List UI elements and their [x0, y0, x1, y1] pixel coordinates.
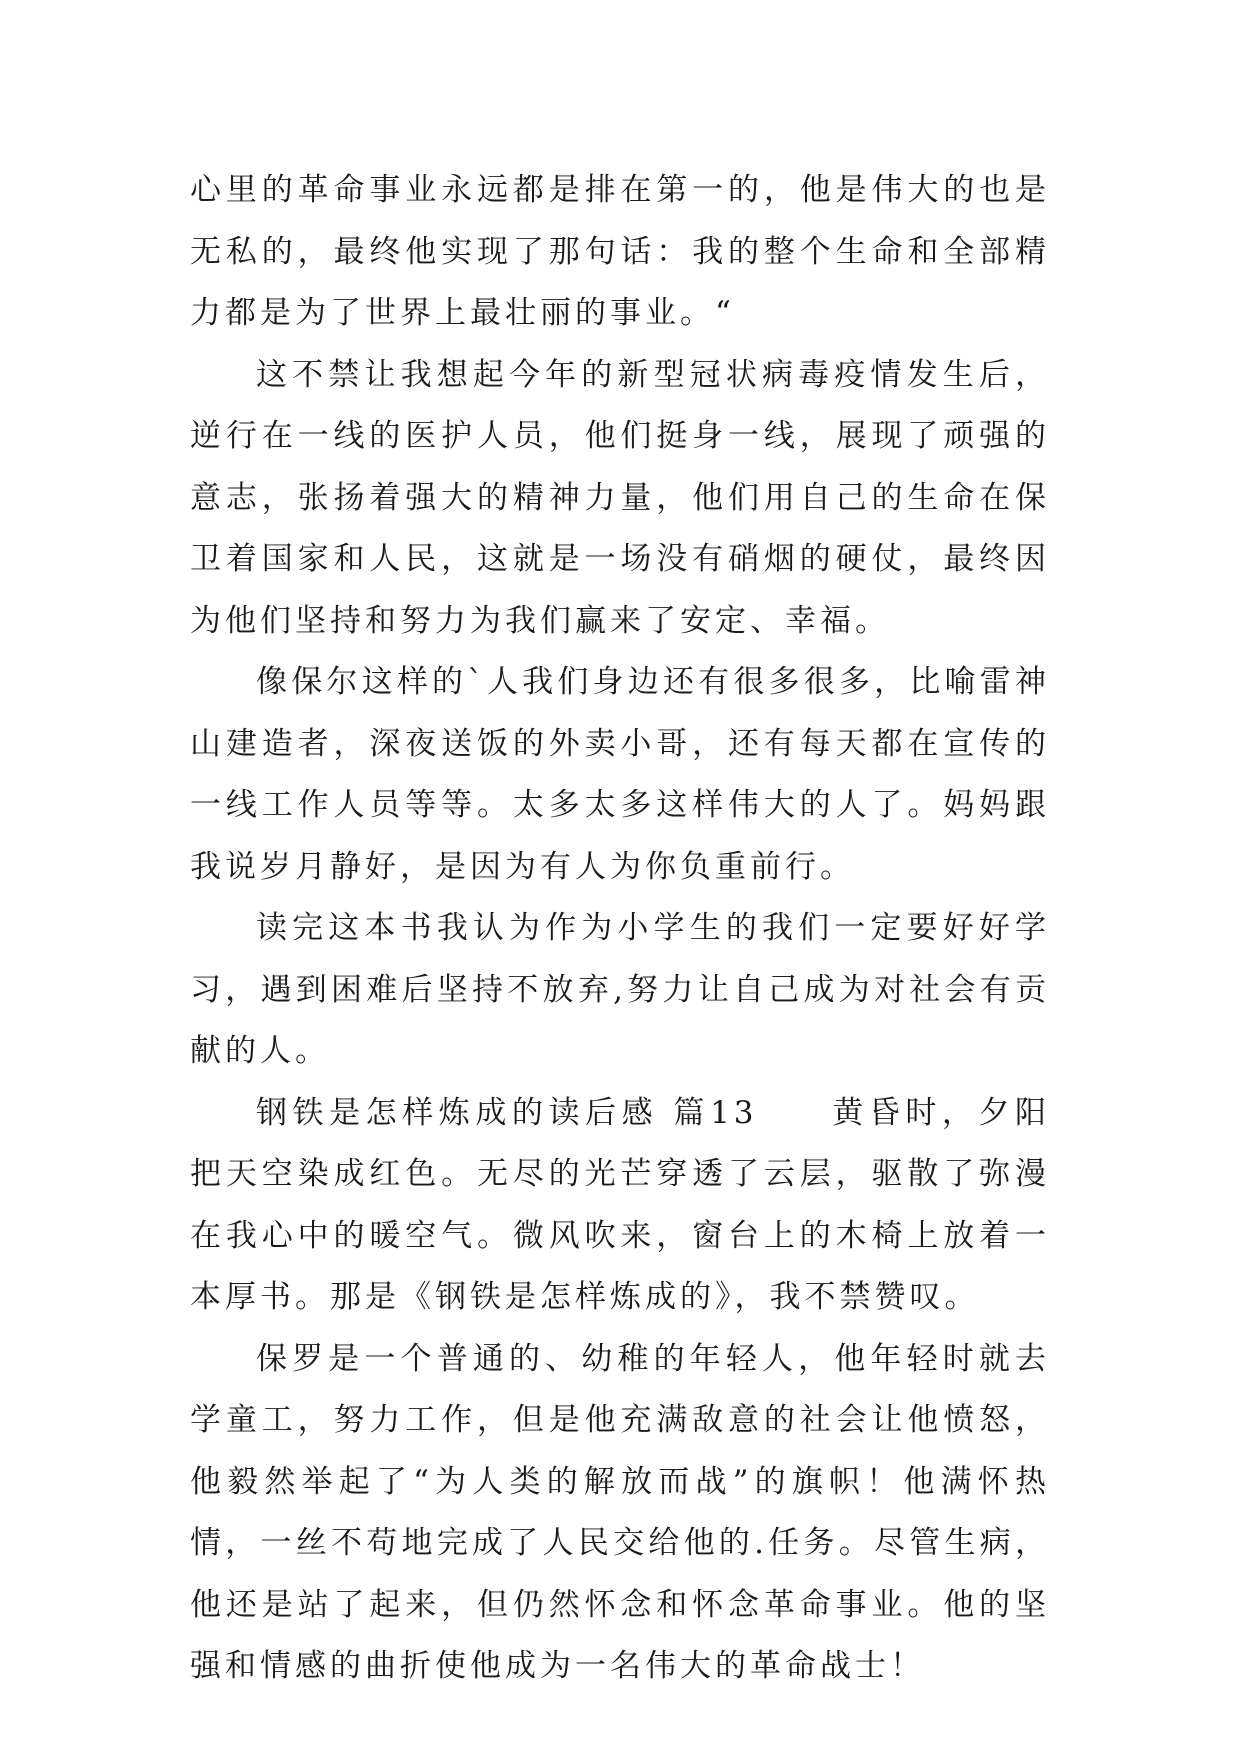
paragraph-2: 这不禁让我想起今年的新型冠状病毒疫情发生后，逆行在一线的医护人员，他们挺身一线，展现了顽强的意志，张扬着强大的精神力量，他们用自己的生命在保卫着国家和人民，这就是一场没有硝烟的硬仗，最终因为他们坚持和努力为我们赢来了安定、幸福。 [190, 356, 1050, 639]
paragraph-1: 心里的革命事业永远都是排在第一的，他是伟大的也是无私的，最终他实现了那句话：我的整个生命和全部精力都是为了世界上最壮丽的事业。“ [190, 172, 1050, 331]
document-body [190, 160, 1050, 1698]
paragraph-5: 钢铁是怎样炼成的读后感 篇13 黄昏时，夕阳把天空染成红色。无尽的光芒穿透了云层，驱散了弥漫在我心中的暖空气。微风吹来，窗台上的木椅上放着一本厚书。那是《钢铁是怎样炼成的》，我不禁赞叹。 [190, 1094, 1050, 1315]
paragraph-6: 保罗是一个普通的、幼稚的年轻人，他年轻时就去学童工，努力工作，但是他充满敌意的社会让他愤怒，他毅然举起了“为人类的解放而战”的旗帜！他满怀热情，一丝不苟地完成了人民交给他的.任务。尽管生病，他还是站了起来，但仍然怀念和怀念革命事业。他的坚强和情感的曲折使他成为一名伟大的革命战士！ [190, 1340, 1050, 1684]
paragraph-3: 像保尔这样的`人我们身边还有很多很多，比喻雷神山建造者，深夜送饭的外卖小哥，还有每天都在宣传的一线工作人员等等。太多太多这样伟大的人了。妈妈跟我说岁月静好，是因为有人为你负重前行。 [190, 664, 1050, 885]
paragraph-4: 读完这本书我认为作为小学生的我们一定要好好学习，遇到困难后坚持不放弃,努力让自己成为对社会有贡献的人。 [190, 910, 1050, 1069]
